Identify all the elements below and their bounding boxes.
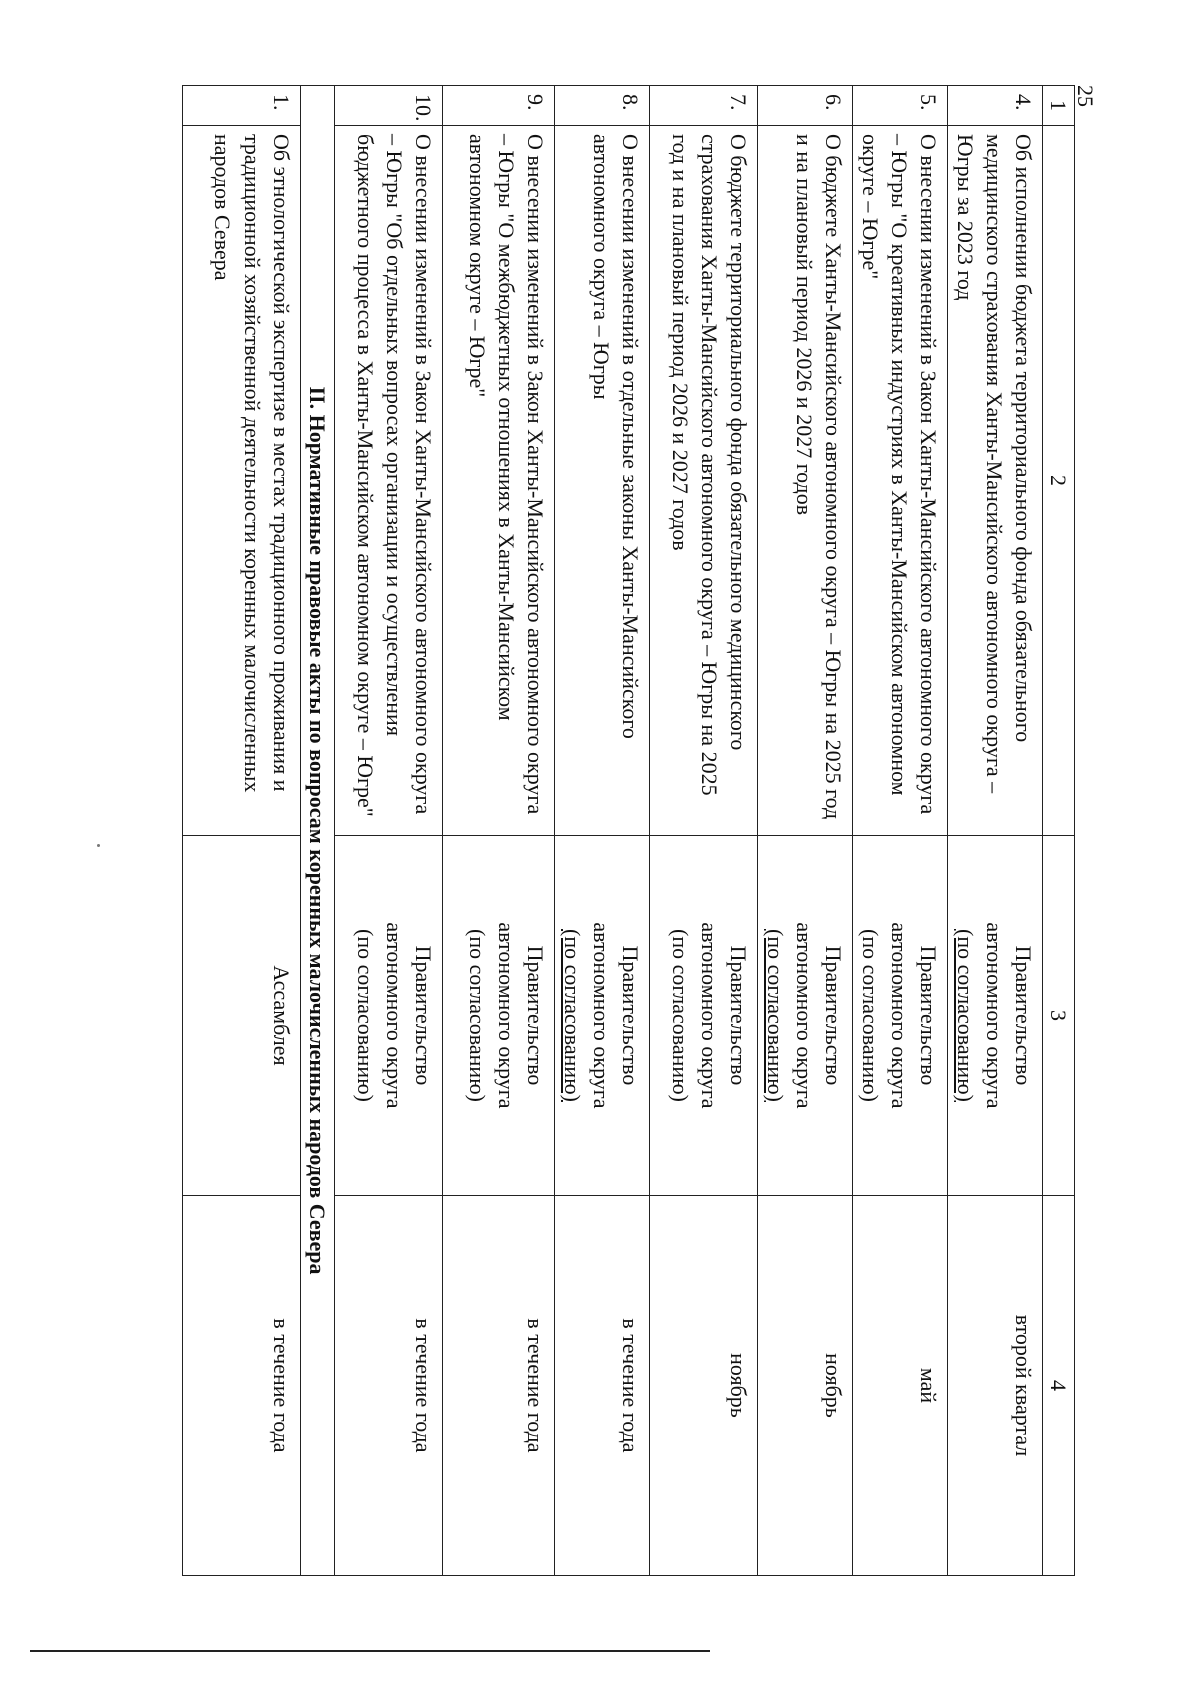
row-term: в течение года [182,1196,300,1576]
header-cell-3: 3 [1042,836,1074,1196]
row-responsible: Правительство автономного округа (по согласованию) [757,836,852,1196]
header-cell-2: 2 [1042,126,1074,836]
row-responsible: Правительство автономного округа (по согласованию) [947,836,1042,1196]
header-cell-4: 4 [1042,1196,1074,1576]
rotated-table-container [125,85,1075,1575]
row-title: О бюджете Ханты-Мансийского автономного округа – Югры на 2025 год и на плановый период 2026 и 2027 годов [757,126,852,836]
row-responsible: Правительство автономного округа (по согласованию) [649,836,757,1196]
header-row [1042,86,1074,1576]
row-title: О внесении изменений в Закон Ханты-Мансийского автономного округа – Югры "О креативных индустриях в Ханты-Мансийском автономном округе – Югре" [852,126,947,836]
section-title: II. Нормативные правовые акты по вопросам коренных малочисленных народов Севера [300,86,334,1576]
row-title: О внесении изменений в Закон Ханты-Мансийского автономного округа – Югры "О межбюджетных отношениях в Ханты-Мансийском автономном округе – Югре" [442,126,554,836]
row-term: в течение года [554,1196,649,1576]
row-number: 8. [554,86,649,126]
table-row [852,86,947,1576]
legislation-plan-table [182,85,1075,1576]
row-title: О внесении изменений в Закон Ханты-Мансийского автономного округа – Югры "Об отдельных вопросах организации и осуществления бюджетного процесса в Ханты-Мансийском автономном округе – Югре" [334,126,442,836]
row-number: 7. [649,86,757,126]
row-number: 5. [852,86,947,126]
row-number: 6. [757,86,852,126]
row-responsible: Правительство автономного округа (по согласованию) [442,836,554,1196]
row-responsible: Правительство автономного округа (по согласованию) [554,836,649,1196]
row-term: ноябрь [757,1196,852,1576]
header-cell-1: 1 [1042,86,1074,126]
row-number: 9. [442,86,554,126]
row-number: 10. [334,86,442,126]
table-row [182,86,300,1576]
table-row [757,86,852,1576]
row-responsible: Правительство автономного округа (по согласованию) [334,836,442,1196]
row-term: в течение года [334,1196,442,1576]
scan-speck [97,844,100,847]
row-title: Об этнологической экспертизе в местах традиционного проживания и традиционной хозяйственной деятельности коренных малочисленных народов Севера [182,126,300,836]
row-title: Об исполнении бюджета территориального фонда обязательного медицинского страхования Ханты-Мансийского автономного округа – Югры за 2023 год [947,126,1042,836]
row-title: О бюджете территориального фонда обязательного медицинского страхования Ханты-Мансийского автономного округа – Югры на 2025 год и на плановый период 2026 и 2027 годов [649,126,757,836]
row-term: второй квартал [947,1196,1042,1576]
table-row [554,86,649,1576]
row-responsible: Правительство автономного округа (по согласованию) [852,836,947,1196]
table-row [649,86,757,1576]
row-term: май [852,1196,947,1576]
table-row [442,86,554,1576]
page-number: 25 [1073,85,1098,107]
row-number: 4. [947,86,1042,126]
row-responsible: Ассамблея [182,836,300,1196]
row-title: О внесении изменений в отдельные законы Ханты-Мансийского автономного округа – Югры [554,126,649,836]
row-number: 1. [182,86,300,126]
bottom-rule [30,1650,710,1652]
section-header-row [300,86,334,1576]
row-term: в течение года [442,1196,554,1576]
table-row [334,86,442,1576]
row-term: ноябрь [649,1196,757,1576]
table-row [947,86,1042,1576]
